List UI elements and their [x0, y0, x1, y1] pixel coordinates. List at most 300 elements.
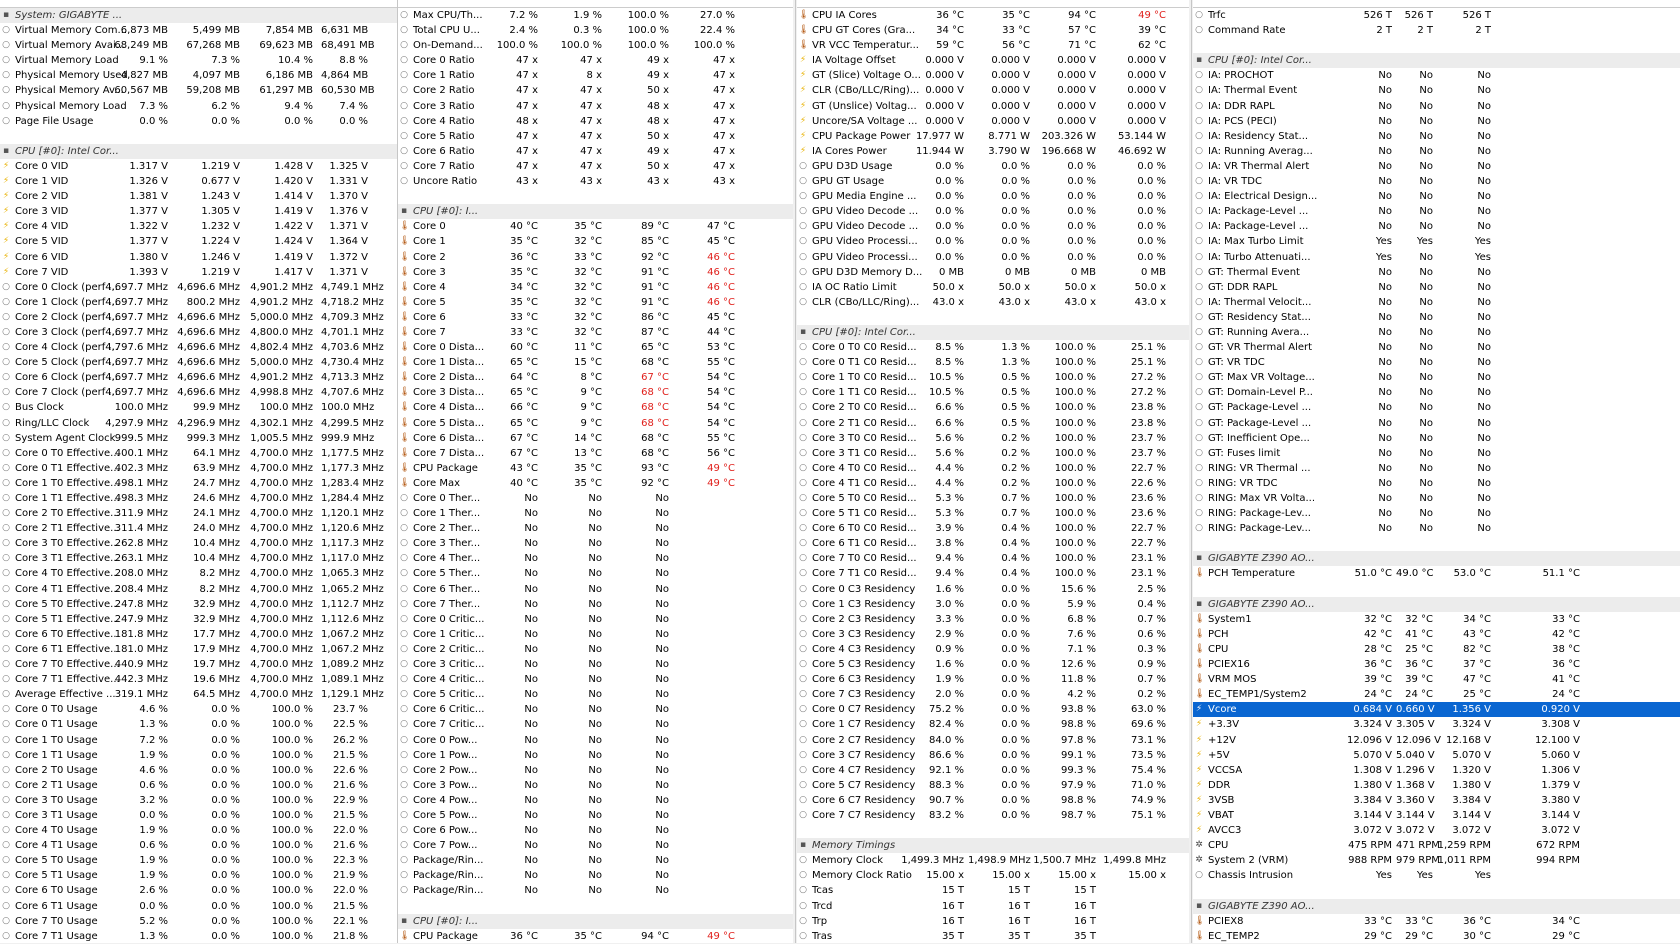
sensor-row[interactable] [1193, 914, 1680, 929]
sensor-label: Core 0 Pow... [413, 734, 478, 746]
sensor-row[interactable] [0, 114, 397, 129]
sensor-row[interactable] [797, 536, 1189, 551]
sensor-row[interactable] [1193, 23, 1680, 38]
sensor-label: CPU IA Cores [812, 10, 877, 21]
sensor-row[interactable] [1193, 657, 1680, 672]
sensor-row[interactable] [797, 687, 1189, 702]
sensor-row[interactable] [398, 566, 793, 581]
sensor-row[interactable] [797, 853, 1189, 868]
sensor-group-header[interactable] [398, 914, 793, 929]
sensor-label: Core 3 Ther... [413, 538, 481, 550]
sensor-row[interactable] [1193, 687, 1680, 702]
sensor-row[interactable] [1193, 144, 1680, 159]
sensor-row[interactable] [0, 551, 397, 566]
sensor-row[interactable] [398, 687, 793, 702]
sensor-row[interactable] [0, 914, 397, 929]
value-maximum: No [1477, 206, 1491, 218]
sensor-row[interactable] [0, 506, 397, 521]
sensor-row[interactable] [0, 23, 397, 38]
sensor-group-header[interactable] [0, 144, 397, 159]
sensor-row[interactable] [1193, 642, 1680, 657]
sensor-group-header[interactable] [1193, 53, 1680, 68]
sensor-row[interactable] [398, 8, 793, 23]
sensor-row[interactable] [398, 325, 793, 340]
value-maximum: 100.0 % [271, 840, 313, 852]
circle-icon: ○ [799, 749, 807, 760]
sensor-row[interactable] [398, 551, 793, 566]
sensor-row[interactable] [797, 355, 1189, 370]
sensor-row[interactable] [1193, 778, 1680, 793]
sensor-row[interactable] [0, 717, 397, 732]
sensor-row[interactable] [797, 672, 1189, 687]
sensor-label: IA: Turbo Attenuati... [1208, 251, 1311, 263]
sensor-row[interactable] [398, 83, 793, 98]
sensor-row[interactable] [1193, 114, 1680, 129]
sensor-row[interactable] [1193, 853, 1680, 868]
sensor-row[interactable] [0, 642, 397, 657]
sensor-row[interactable] [1193, 748, 1680, 763]
sensor-row[interactable] [797, 174, 1189, 189]
sensor-row[interactable] [797, 702, 1189, 717]
sensor-row[interactable] [797, 461, 1189, 476]
sensor-row[interactable] [1193, 566, 1680, 581]
value-maximum: 100.0 % [1054, 568, 1096, 580]
sensor-row[interactable] [398, 23, 793, 38]
value-minimum: 0.000 V [991, 100, 1030, 112]
sensor-row[interactable] [398, 506, 793, 521]
sensor-row[interactable] [797, 883, 1189, 898]
value-maximum: 82 °C [1463, 643, 1491, 655]
sensor-row[interactable] [0, 53, 397, 68]
sensor-row[interactable] [0, 38, 397, 53]
sensor-row[interactable] [1193, 929, 1680, 944]
value-current: 262.8 MHz [114, 538, 168, 550]
sensor-label: IA: VR TDC [1208, 176, 1262, 188]
sensor-row[interactable] [1193, 250, 1680, 265]
sensor-row[interactable] [398, 536, 793, 551]
sensor-row[interactable] [0, 204, 397, 219]
sensor-row[interactable] [398, 627, 793, 642]
sensor-row[interactable] [0, 491, 397, 506]
sensor-row[interactable] [398, 823, 793, 838]
sensor-row[interactable] [1193, 189, 1680, 204]
sensor-row[interactable] [1193, 99, 1680, 114]
sensor-row[interactable] [1193, 733, 1680, 748]
column-header-bar[interactable] [797, 0, 1189, 8]
sensor-row[interactable] [797, 129, 1189, 144]
sensor-row[interactable] [797, 265, 1189, 280]
sensor-row[interactable] [1193, 868, 1680, 883]
sensor-row[interactable] [398, 838, 793, 853]
column-header-bar[interactable] [398, 0, 793, 8]
sensor-label: Core 7 T0 Usage [15, 915, 98, 927]
sensor-row[interactable] [797, 83, 1189, 98]
sensor-row[interactable] [1193, 355, 1680, 370]
sensor-row[interactable] [797, 250, 1189, 265]
sensor-row[interactable] [0, 778, 397, 793]
sensor-row[interactable] [0, 883, 397, 898]
sensor-row[interactable] [1193, 808, 1680, 823]
sensor-row[interactable] [0, 431, 397, 446]
sensor-row[interactable] [797, 612, 1189, 627]
value-current: 4,697.7 MHz [105, 326, 168, 338]
sensor-row[interactable] [0, 793, 397, 808]
sensor-row[interactable] [1193, 234, 1680, 249]
sensor-row[interactable] [797, 748, 1189, 763]
sensor-row[interactable] [0, 597, 397, 612]
sensor-row[interactable] [797, 219, 1189, 234]
sensor-row[interactable] [0, 838, 397, 853]
value-minimum: 25 °C [1405, 643, 1433, 655]
sensor-row[interactable] [0, 355, 397, 370]
sensor-row[interactable] [1193, 174, 1680, 189]
sensor-row[interactable] [797, 8, 1189, 23]
sensor-row[interactable] [0, 400, 397, 415]
sensor-row[interactable] [0, 310, 397, 325]
sensor-row[interactable] [0, 325, 397, 340]
sensor-row[interactable] [398, 159, 793, 174]
sensor-row[interactable] [398, 521, 793, 536]
sensor-row[interactable] [797, 717, 1189, 732]
sensor-row[interactable] [797, 280, 1189, 295]
sensor-row[interactable] [1193, 159, 1680, 174]
sensor-group-header[interactable] [1193, 899, 1680, 914]
sensor-row[interactable] [1193, 295, 1680, 310]
sensor-label: Core 6 Dista... [413, 432, 485, 444]
circle-icon: ○ [2, 840, 10, 851]
sensor-row[interactable] [1193, 385, 1680, 400]
value-maximum: 4,302.1 MHz [250, 417, 313, 429]
sensor-row[interactable] [1193, 219, 1680, 234]
value-current: 5.2 % [139, 915, 168, 927]
sensor-row[interactable] [797, 370, 1189, 385]
sensor-row[interactable] [398, 340, 793, 355]
sensor-row[interactable] [0, 748, 397, 763]
sensor-row[interactable] [0, 733, 397, 748]
value-average: 1.371 V [329, 266, 368, 278]
sensor-row[interactable] [398, 461, 793, 476]
sensor-row[interactable] [398, 431, 793, 446]
sensor-row[interactable] [1193, 823, 1680, 838]
sensor-row[interactable] [398, 868, 793, 883]
sensor-row[interactable] [0, 899, 397, 914]
sensor-label: GT: Thermal Event [1208, 266, 1300, 278]
sensor-group-header[interactable] [797, 325, 1189, 340]
sensor-row[interactable] [1193, 310, 1680, 325]
sensor-row[interactable] [398, 280, 793, 295]
sensor-row[interactable] [398, 370, 793, 385]
sensor-row[interactable] [398, 582, 793, 597]
sensor-label: Core 0 T1 Effective... [15, 462, 120, 474]
sensor-row[interactable] [398, 476, 793, 491]
sensor-row[interactable] [1193, 446, 1680, 461]
sensor-row[interactable] [398, 597, 793, 612]
sensor-row[interactable] [0, 385, 397, 400]
value-average: 100.0 % [693, 40, 735, 52]
sensor-row[interactable] [797, 491, 1189, 506]
sensor-row[interactable] [398, 250, 793, 265]
sensor-row[interactable] [797, 733, 1189, 748]
sensor-row[interactable] [398, 491, 793, 506]
sensor-row[interactable] [1193, 204, 1680, 219]
sensor-row[interactable] [1193, 672, 1680, 687]
circle-icon: ○ [799, 447, 807, 458]
value-minimum: 0.0 % [1001, 221, 1030, 233]
circle-icon: ○ [400, 493, 408, 503]
sensor-row[interactable] [398, 144, 793, 159]
circle-icon: ○ [799, 915, 807, 926]
value-minimum: 0.7 % [1001, 508, 1030, 520]
sensor-row[interactable] [398, 717, 793, 732]
sensor-row[interactable] [797, 868, 1189, 883]
value-maximum: 100.0 % [1054, 357, 1096, 369]
sensor-row[interactable] [797, 38, 1189, 53]
sensor-group-header[interactable] [797, 838, 1189, 853]
sensor-row[interactable] [0, 521, 397, 536]
sensor-row[interactable] [0, 476, 397, 491]
sensor-row[interactable] [398, 265, 793, 280]
sensor-row[interactable] [797, 204, 1189, 219]
sensor-row[interactable] [0, 83, 397, 98]
value-maximum: 4,901.2 MHz [250, 372, 313, 384]
sensor-row[interactable] [797, 551, 1189, 566]
sensor-row[interactable] [1193, 400, 1680, 415]
lightning-icon: ⚡ [799, 115, 807, 126]
sensor-row[interactable] [797, 521, 1189, 536]
sensor-row[interactable] [398, 702, 793, 717]
sensor-row[interactable] [1193, 838, 1680, 853]
sensor-group-header[interactable] [1193, 551, 1680, 566]
sensor-row[interactable] [797, 99, 1189, 114]
value-average: 53.144 W [1117, 130, 1166, 142]
sensor-row[interactable] [0, 295, 397, 310]
value-current: 442.3 MHz [114, 674, 168, 686]
sensor-label: Core 6 [413, 311, 446, 323]
sensor-row[interactable] [0, 461, 397, 476]
value-minimum: 50.0 x [998, 281, 1030, 293]
sensor-row[interactable] [797, 385, 1189, 400]
sensor-row[interactable] [0, 416, 397, 431]
value-minimum: 3.144 V [1396, 809, 1435, 821]
sensor-row[interactable] [797, 159, 1189, 174]
sensor-row[interactable] [398, 612, 793, 627]
sensor-row[interactable] [797, 657, 1189, 672]
sensor-row[interactable] [0, 280, 397, 295]
sensor-row[interactable] [398, 295, 793, 310]
sensor-row[interactable] [0, 702, 397, 717]
sensor-row[interactable] [398, 129, 793, 144]
sensor-row[interactable] [1193, 68, 1680, 83]
sensor-row[interactable] [398, 642, 793, 657]
sensor-row[interactable] [398, 853, 793, 868]
sensor-row[interactable] [797, 400, 1189, 415]
sensor-row[interactable] [1193, 129, 1680, 144]
sensor-row[interactable] [797, 68, 1189, 83]
sensor-row[interactable] [0, 370, 397, 385]
sensor-row[interactable] [1193, 431, 1680, 446]
sensor-row[interactable] [797, 506, 1189, 521]
sensor-row[interactable] [797, 144, 1189, 159]
sensor-row[interactable] [1193, 793, 1680, 808]
value-average: 0.4 % [1137, 598, 1166, 610]
sensor-row[interactable] [797, 476, 1189, 491]
sensor-row[interactable] [0, 687, 397, 702]
sensor-row[interactable] [0, 612, 397, 627]
sensor-row[interactable] [1193, 265, 1680, 280]
sensor-row[interactable] [797, 642, 1189, 657]
sensor-row[interactable] [398, 68, 793, 83]
sensor-row[interactable] [797, 899, 1189, 914]
sensor-row[interactable] [0, 929, 397, 944]
sensor-row[interactable] [0, 657, 397, 672]
sensor-row[interactable] [398, 793, 793, 808]
sensor-row[interactable] [0, 234, 397, 249]
sensor-row[interactable] [797, 234, 1189, 249]
sensor-row[interactable] [398, 310, 793, 325]
sensor-row[interactable] [0, 340, 397, 355]
sensor-row[interactable] [1193, 83, 1680, 98]
sensor-row[interactable] [797, 793, 1189, 808]
sensor-row[interactable] [398, 748, 793, 763]
sensor-row[interactable] [797, 340, 1189, 355]
sensor-row[interactable] [398, 400, 793, 415]
value-maximum: 4,700.0 MHz [250, 477, 313, 489]
value-average: 0.2 % [1137, 689, 1166, 701]
sensor-row[interactable] [797, 627, 1189, 642]
circle-icon: ○ [2, 613, 10, 624]
sensor-row[interactable] [398, 929, 793, 944]
sensor-row[interactable] [0, 582, 397, 597]
sensor-row[interactable] [0, 219, 397, 234]
sensor-row[interactable] [398, 99, 793, 114]
sensor-row[interactable] [0, 68, 397, 83]
sensor-row[interactable] [1193, 325, 1680, 340]
sensor-row[interactable] [398, 657, 793, 672]
sensor-row[interactable] [797, 566, 1189, 581]
value-maximum: No [655, 523, 669, 535]
sensor-row[interactable] [0, 265, 397, 280]
sensor-row[interactable] [0, 672, 397, 687]
thermometer-icon: 🌡 [1194, 689, 1206, 700]
sensor-row[interactable] [1193, 370, 1680, 385]
value-current: 36 °C [1364, 659, 1392, 671]
sensor-row[interactable] [1193, 612, 1680, 627]
sensor-row[interactable] [0, 446, 397, 461]
value-minimum: No [1419, 311, 1433, 323]
sensor-row[interactable] [1193, 521, 1680, 536]
sensor-row[interactable] [0, 174, 397, 189]
sensor-row[interactable] [398, 38, 793, 53]
sensor-row[interactable] [398, 355, 793, 370]
sensor-row[interactable] [1193, 8, 1680, 23]
sensor-row[interactable] [398, 385, 793, 400]
value-minimum: No [588, 840, 602, 852]
sensor-row[interactable] [398, 416, 793, 431]
sensor-row[interactable] [0, 159, 397, 174]
sensor-row[interactable] [0, 627, 397, 642]
sensor-row[interactable] [398, 219, 793, 234]
circle-icon: ○ [2, 915, 10, 926]
sensor-group-header[interactable] [0, 8, 397, 23]
sensor-row[interactable] [398, 763, 793, 778]
sensor-group-header[interactable] [398, 204, 793, 219]
circle-icon: ○ [1195, 357, 1203, 368]
sensor-row[interactable] [0, 536, 397, 551]
sensor-row[interactable] [398, 808, 793, 823]
value-minimum: No [1419, 508, 1433, 520]
sensor-row[interactable] [0, 566, 397, 581]
value-current: 4,697.7 MHz [105, 281, 168, 293]
sensor-row[interactable] [398, 672, 793, 687]
sensor-row[interactable] [1193, 280, 1680, 295]
sensor-row[interactable] [398, 446, 793, 461]
sensor-row[interactable] [398, 234, 793, 249]
sensor-row[interactable] [398, 733, 793, 748]
sensor-row[interactable] [1193, 416, 1680, 431]
sensor-row[interactable] [797, 446, 1189, 461]
sensor-row[interactable] [1193, 717, 1680, 732]
sensor-row[interactable] [797, 23, 1189, 38]
sensor-row[interactable] [797, 53, 1189, 68]
column-header-bar[interactable] [0, 0, 397, 8]
sensor-row[interactable] [0, 763, 397, 778]
sensor-row[interactable] [0, 99, 397, 114]
sensor-row[interactable] [797, 416, 1189, 431]
sensor-row[interactable] [0, 189, 397, 204]
sensor-row[interactable] [797, 778, 1189, 793]
sensor-label: Core 2 C7 Residency [812, 734, 916, 746]
sensor-row[interactable] [398, 778, 793, 793]
sensor-row[interactable] [0, 250, 397, 265]
sensor-row[interactable] [0, 868, 397, 883]
sensor-row[interactable] [1193, 506, 1680, 521]
sensor-row[interactable] [797, 763, 1189, 778]
sensor-row[interactable] [797, 431, 1189, 446]
column-header-bar[interactable] [1193, 0, 1680, 8]
sensor-row[interactable] [797, 808, 1189, 823]
sensor-row[interactable] [1193, 627, 1680, 642]
sensor-row[interactable] [1193, 491, 1680, 506]
sensor-row[interactable] [797, 597, 1189, 612]
sensor-row[interactable] [797, 929, 1189, 944]
sensor-row[interactable] [0, 853, 397, 868]
sensor-group-header[interactable] [1193, 597, 1680, 612]
sensor-row[interactable] [1193, 763, 1680, 778]
sensor-row[interactable] [0, 823, 397, 838]
circle-icon: ○ [799, 477, 807, 488]
circle-icon: ○ [2, 357, 10, 368]
value-average: 22.7 % [1131, 523, 1166, 535]
sensor-row[interactable] [398, 53, 793, 68]
sensor-row[interactable] [1193, 476, 1680, 491]
sensor-row[interactable] [398, 114, 793, 129]
sensor-label: Core 5 Dista... [413, 417, 485, 429]
sensor-row[interactable] [398, 883, 793, 898]
value-current: 1.9 % [139, 749, 168, 761]
value-maximum: 3.144 V [1452, 809, 1491, 821]
sensor-row[interactable] [797, 582, 1189, 597]
sensor-row[interactable] [1193, 461, 1680, 476]
sensor-row[interactable] [1193, 340, 1680, 355]
circle-icon: ○ [2, 372, 10, 383]
sensor-row[interactable] [398, 174, 793, 189]
sensor-row[interactable] [797, 295, 1189, 310]
sensor-row[interactable] [0, 808, 397, 823]
sensor-row-selected[interactable] [1193, 702, 1680, 717]
sensor-row[interactable] [797, 114, 1189, 129]
sensor-row[interactable] [797, 189, 1189, 204]
sensor-row[interactable] [797, 914, 1189, 929]
